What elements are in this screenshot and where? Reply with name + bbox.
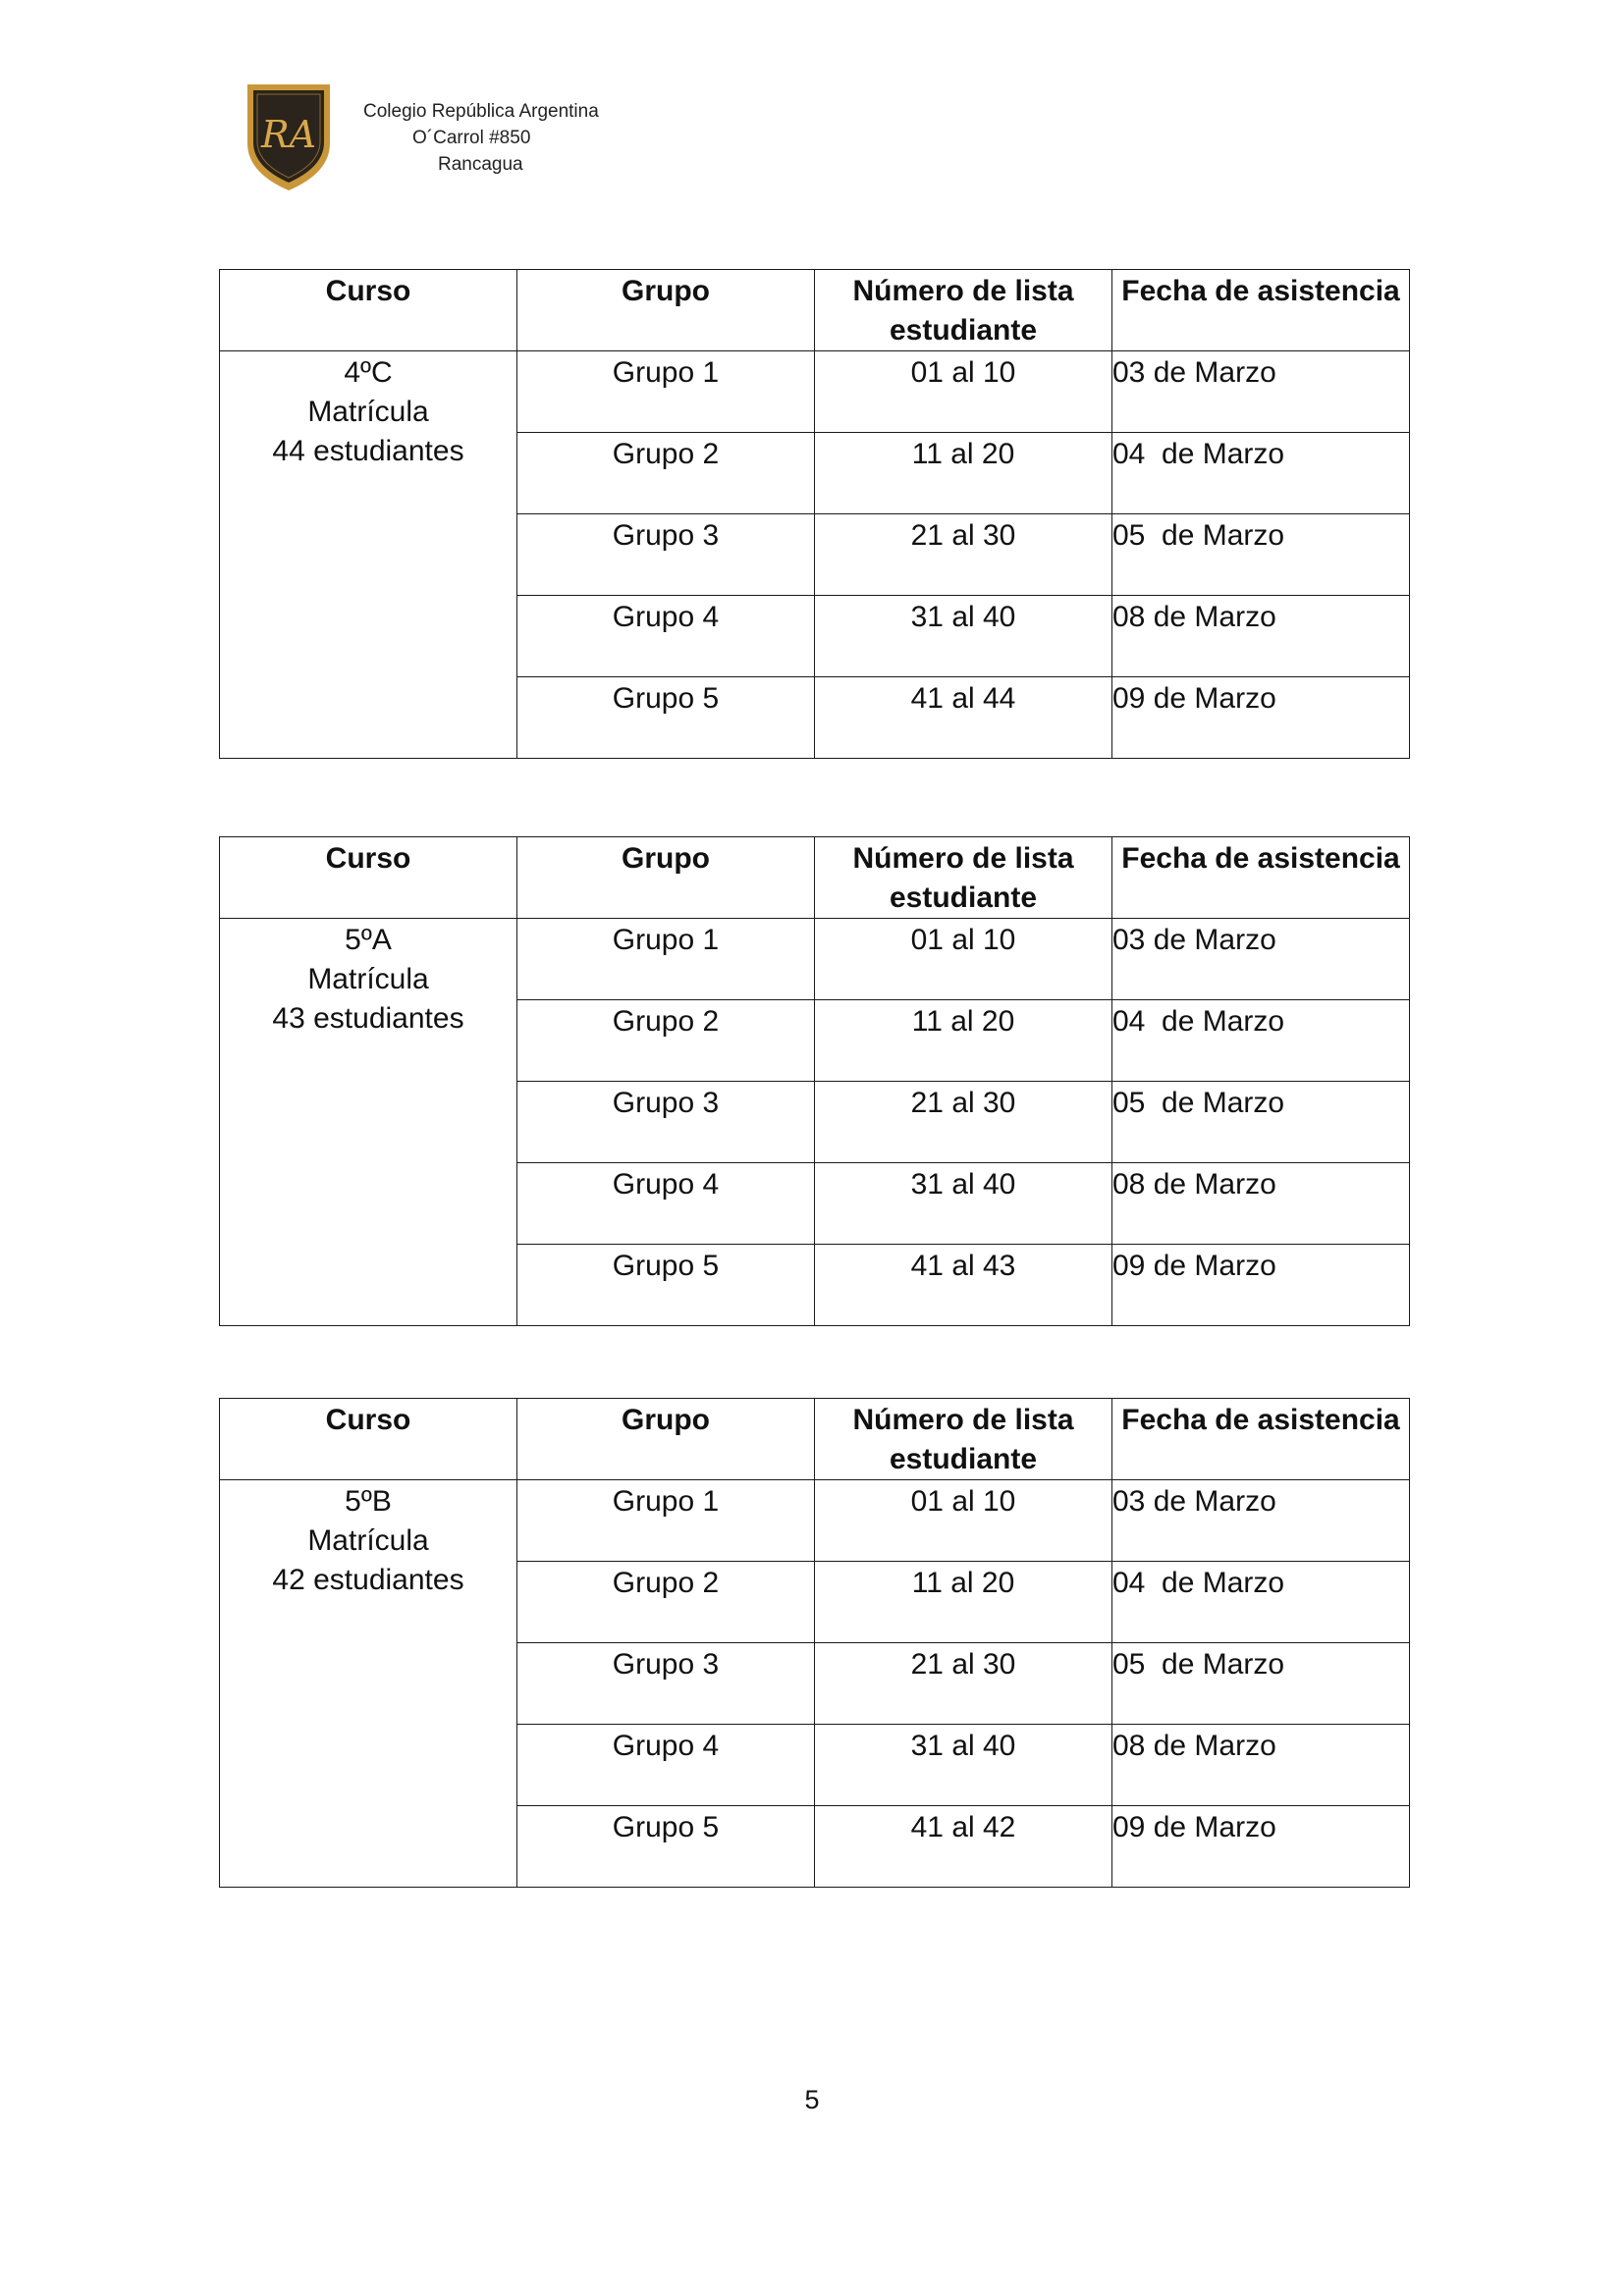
fecha-cell: 05 de Marzo bbox=[1112, 1643, 1410, 1725]
curso-cell bbox=[220, 351, 517, 759]
page-number: 5 bbox=[804, 2085, 820, 2114]
grupo-cell: Grupo 5 bbox=[517, 1806, 815, 1888]
rango-cell: 41 al 43 bbox=[815, 1245, 1112, 1326]
grupo-cell: Grupo 3 bbox=[517, 1643, 815, 1725]
rango-cell: 21 al 30 bbox=[815, 1082, 1112, 1163]
enrollment-count: 44 estudiantes bbox=[272, 435, 464, 467]
rango-cell: 31 al 40 bbox=[815, 1163, 1112, 1245]
grupo-cell: Grupo 3 bbox=[517, 1082, 815, 1163]
matricula-label: Matrícula bbox=[307, 396, 429, 428]
grupo-cell: Grupo 2 bbox=[517, 433, 815, 514]
header-fecha: Fecha de asistencia bbox=[1112, 1399, 1410, 1480]
fecha-cell: 04 de Marzo bbox=[1112, 1562, 1410, 1643]
fecha-cell: 08 de Marzo bbox=[1112, 1163, 1410, 1245]
rango-cell: 11 al 20 bbox=[815, 433, 1112, 514]
table-header-row bbox=[220, 1399, 1410, 1480]
header-fecha: Fecha de asistencia bbox=[1112, 837, 1410, 919]
table-row bbox=[220, 351, 1410, 433]
rango-cell: 31 al 40 bbox=[815, 596, 1112, 677]
fecha-cell: 05 de Marzo bbox=[1112, 1082, 1410, 1163]
school-address: O´Carrol #850 bbox=[412, 128, 531, 148]
fecha-cell: 03 de Marzo bbox=[1112, 1480, 1410, 1562]
header-grupo: Grupo bbox=[517, 270, 815, 351]
fecha-cell: 09 de Marzo bbox=[1112, 677, 1410, 759]
fecha-cell: 09 de Marzo bbox=[1112, 1245, 1410, 1326]
matricula-label: Matrícula bbox=[307, 1524, 429, 1557]
curso-cell bbox=[220, 1480, 517, 1888]
fecha-cell: 08 de Marzo bbox=[1112, 1725, 1410, 1806]
grupo-cell: Grupo 1 bbox=[517, 1480, 815, 1562]
schedule-table-4c bbox=[219, 269, 1410, 759]
header-numero-lista: Número de lista estudiante bbox=[815, 1399, 1112, 1480]
rango-cell: 01 al 10 bbox=[815, 919, 1112, 1000]
fecha-cell: 09 de Marzo bbox=[1112, 1806, 1410, 1888]
fecha-cell: 04 de Marzo bbox=[1112, 433, 1410, 514]
enrollment-count: 43 estudiantes bbox=[272, 1002, 464, 1035]
rango-cell: 21 al 30 bbox=[815, 514, 1112, 596]
table-header-row bbox=[220, 270, 1410, 351]
rango-cell: 31 al 40 bbox=[815, 1725, 1112, 1806]
grupo-cell: Grupo 4 bbox=[517, 596, 815, 677]
header-fecha: Fecha de asistencia bbox=[1112, 270, 1410, 351]
rango-cell: 01 al 10 bbox=[815, 351, 1112, 433]
grupo-cell: Grupo 5 bbox=[517, 1245, 815, 1326]
fecha-cell: 08 de Marzo bbox=[1112, 596, 1410, 677]
curso-name: 5ºB bbox=[345, 1485, 392, 1518]
header-numero-lista: Número de lista estudiante bbox=[815, 270, 1112, 351]
school-city: Rancagua bbox=[438, 154, 523, 175]
fecha-cell: 03 de Marzo bbox=[1112, 919, 1410, 1000]
table-row bbox=[220, 919, 1410, 1000]
header-grupo: Grupo bbox=[517, 1399, 815, 1480]
school-name: Colegio República Argentina bbox=[363, 101, 599, 122]
rango-cell: 01 al 10 bbox=[815, 1480, 1112, 1562]
grupo-cell: Grupo 2 bbox=[517, 1562, 815, 1643]
school-crest-logo bbox=[242, 80, 336, 194]
grupo-cell: Grupo 2 bbox=[517, 1000, 815, 1082]
rango-cell: 11 al 20 bbox=[815, 1562, 1112, 1643]
schedule-table-5a bbox=[219, 836, 1410, 1326]
header-curso: Curso bbox=[220, 270, 517, 351]
schedule-table-5b bbox=[219, 1398, 1410, 1888]
header-curso: Curso bbox=[220, 1399, 517, 1480]
header-numero-lista: Número de lista estudiante bbox=[815, 837, 1112, 919]
fecha-cell: 05 de Marzo bbox=[1112, 514, 1410, 596]
fecha-cell: 04 de Marzo bbox=[1112, 1000, 1410, 1082]
grupo-cell: Grupo 4 bbox=[517, 1163, 815, 1245]
matricula-label: Matrícula bbox=[307, 963, 429, 995]
grupo-cell: Grupo 1 bbox=[517, 919, 815, 1000]
grupo-cell: Grupo 4 bbox=[517, 1725, 815, 1806]
rango-cell: 41 al 44 bbox=[815, 677, 1112, 759]
header-grupo: Grupo bbox=[517, 837, 815, 919]
fecha-cell: 03 de Marzo bbox=[1112, 351, 1410, 433]
rango-cell: 11 al 20 bbox=[815, 1000, 1112, 1082]
table-header-row bbox=[220, 837, 1410, 919]
header-curso: Curso bbox=[220, 837, 517, 919]
enrollment-count: 42 estudiantes bbox=[272, 1564, 464, 1596]
curso-name: 4ºC bbox=[344, 356, 393, 389]
grupo-cell: Grupo 3 bbox=[517, 514, 815, 596]
curso-cell bbox=[220, 919, 517, 1326]
curso-name: 5ºA bbox=[345, 924, 392, 956]
rango-cell: 21 al 30 bbox=[815, 1643, 1112, 1725]
rango-cell: 41 al 42 bbox=[815, 1806, 1112, 1888]
grupo-cell: Grupo 5 bbox=[517, 677, 815, 759]
grupo-cell: Grupo 1 bbox=[517, 351, 815, 433]
table-row bbox=[220, 1480, 1410, 1562]
crest-monogram: RA bbox=[260, 113, 317, 156]
school-info bbox=[355, 98, 621, 178]
